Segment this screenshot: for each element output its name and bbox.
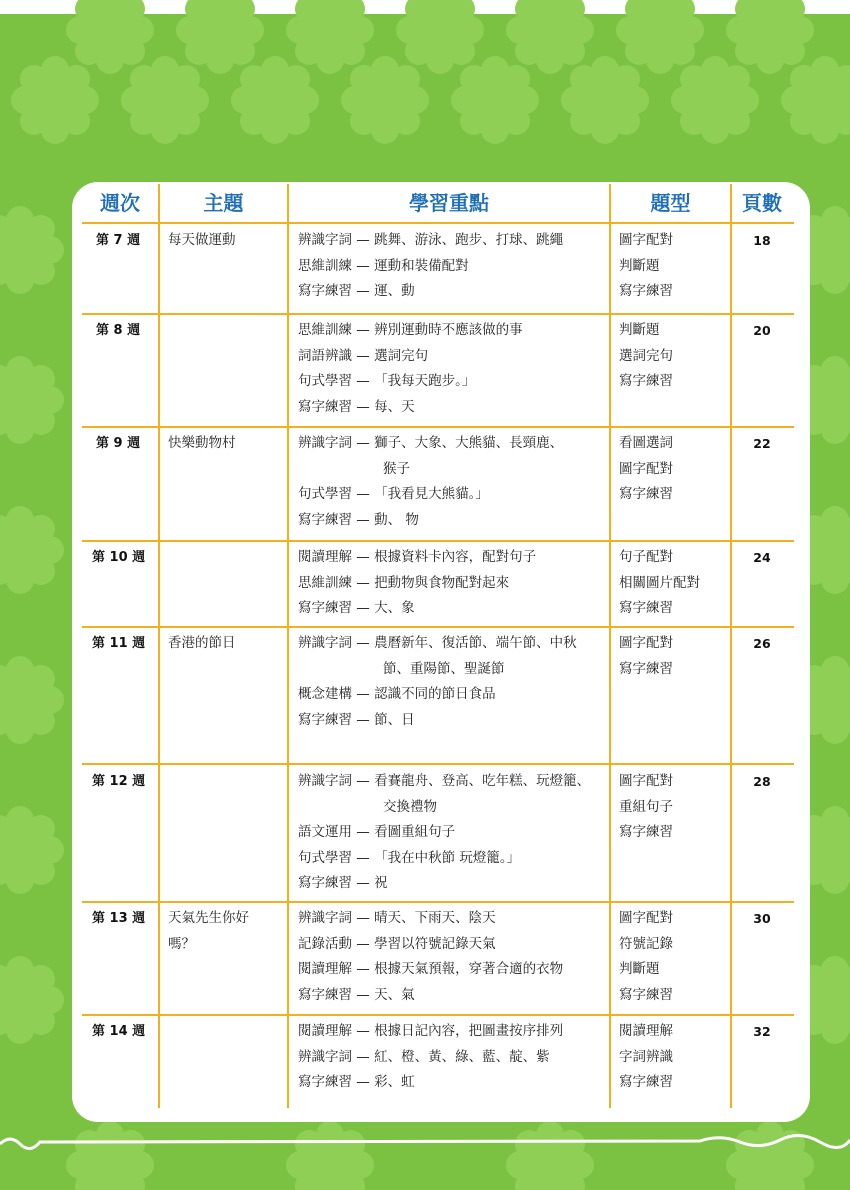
focus-item: 詞語辨識 — 選詞完句 (298, 347, 429, 364)
header-type: 題型 (650, 191, 691, 215)
focus-item: 句式學習 — 「我看見大熊貓。」 (298, 486, 489, 502)
focus-item: 交換禮物 (383, 798, 437, 815)
page-number: 26 (753, 636, 771, 651)
focus-item: 猴子 (383, 460, 410, 477)
week-label: 第 7 週 (96, 233, 141, 248)
focus-item: 寫字練習 — 彩、虹 (298, 1074, 415, 1090)
focus-item: 思維訓練 — 把動物與食物配對起來 (298, 574, 510, 591)
page-number: 24 (753, 550, 771, 565)
theme-label: 香港的節日 (168, 635, 236, 651)
theme-line: 嗎？ (168, 935, 195, 952)
focus-list (298, 318, 523, 420)
wavy-border-line (0, 1128, 850, 1158)
row-divider (82, 1014, 794, 1016)
focus-item: 句式學習 — 「我每天跑步。」 (298, 373, 476, 389)
type-item: 選詞完句 (619, 347, 673, 364)
focus-item: 辨識字詞 — 紅、橙、黃、綠、藍、靛、紫 (298, 1048, 550, 1065)
focus-item: 思維訓練 — 辨別運動時不應該做的事 (298, 322, 523, 338)
week-label: 第 12 週 (92, 774, 146, 789)
type-item: 句子配對 (619, 549, 673, 565)
header-page: 頁數 (742, 191, 782, 215)
row-divider (82, 763, 794, 765)
focus-item: 節、重陽節、聖誕節 (383, 660, 505, 677)
page-number: 28 (753, 774, 771, 789)
focus-list (298, 1019, 563, 1096)
focus-item: 閱讀理解 — 根據天氣預報，穿著合適的衣物 (298, 961, 564, 977)
focus-list (298, 228, 563, 305)
type-item: 圖字配對 (619, 910, 673, 926)
type-list (619, 1019, 673, 1096)
focus-item: 辨識字詞 — 看賽龍舟、登高、吃年糕、玩燈籠、 (298, 773, 591, 789)
grid-line (609, 184, 611, 1108)
focus-list (298, 906, 563, 1008)
row-divider (82, 426, 794, 428)
theme-label: 每天做運動 (168, 232, 236, 248)
row-divider (82, 626, 794, 628)
row-divider (82, 313, 794, 315)
focus-item: 寫字練習 — 大、象 (298, 600, 415, 616)
type-item: 寫字練習 (619, 660, 673, 677)
page-number: 20 (753, 323, 771, 338)
focus-list (298, 631, 577, 733)
type-item: 相關圖片配對 (619, 574, 700, 591)
focus-item: 閱讀理解 — 根據資料卡內容，配對句子 (298, 549, 537, 565)
row-divider (82, 901, 794, 903)
focus-item: 辨識字詞 — 農曆新年、復活節、端午節、中秋 (298, 635, 577, 651)
type-item: 閱讀理解 (619, 1023, 673, 1039)
type-item: 寫字練習 (619, 486, 673, 502)
type-list (619, 631, 673, 682)
week-label: 第 13 週 (92, 911, 146, 926)
focus-item: 閱讀理解 — 根據日記內容，把圖畫按序排列 (298, 1023, 564, 1039)
page-number: 32 (753, 1024, 771, 1039)
focus-list (298, 769, 590, 897)
type-item: 重組句子 (619, 798, 673, 815)
header-week: 週次 (100, 191, 140, 215)
focus-item: 寫字練習 — 祝 (298, 875, 388, 891)
focus-item: 記錄活動 — 學習以符號記錄天氣 (298, 935, 496, 952)
focus-item: 寫字練習 — 每、天 (298, 398, 415, 415)
header-rule (82, 222, 794, 224)
type-list (619, 545, 700, 622)
focus-list (298, 545, 536, 622)
type-item: 看圖選詞 (619, 435, 673, 451)
page-number: 18 (753, 233, 771, 248)
type-list (619, 318, 673, 395)
type-item: 判斷題 (619, 961, 660, 977)
header-focus: 學習重點 (409, 191, 489, 215)
focus-item: 寫字練習 — 動、 物 (298, 511, 419, 528)
type-item: 判斷題 (619, 322, 660, 338)
type-list (619, 769, 673, 846)
type-item: 判斷題 (619, 257, 660, 274)
focus-item: 寫字練習 — 節、日 (298, 711, 415, 728)
row-divider (82, 540, 794, 542)
week-label: 第 10 週 (92, 550, 146, 565)
type-item: 圖字配對 (619, 460, 673, 477)
type-list (619, 906, 673, 1008)
focus-item: 語文運用 — 看圖重組句子 (298, 824, 456, 840)
week-label: 第 9 週 (96, 436, 141, 451)
type-item: 寫字練習 (619, 986, 673, 1003)
week-label: 第 14 週 (92, 1024, 146, 1039)
focus-item: 思維訓練 — 運動和裝備配對 (298, 257, 469, 274)
type-item: 圖字配對 (619, 232, 673, 248)
focus-item: 寫字練習 — 運、動 (298, 283, 415, 299)
type-list (619, 228, 673, 305)
page-number: 22 (753, 436, 771, 451)
focus-item: 概念建構 — 認識不同的節日食品 (298, 686, 496, 702)
type-item: 寫字練習 (619, 824, 673, 840)
focus-item: 辨識字詞 — 獅子、大象、大熊貓、長頸鹿、 (298, 435, 564, 451)
focus-item: 辨識字詞 — 跳舞、游泳、跑步、打球、跳繩 (298, 232, 564, 248)
type-item: 字詞辨識 (619, 1048, 673, 1065)
table-card (72, 182, 810, 1122)
focus-list (298, 431, 563, 533)
type-list (619, 431, 673, 508)
grid-line (287, 184, 289, 1108)
grid-line (158, 184, 160, 1108)
type-item: 寫字練習 (619, 600, 673, 616)
type-item: 圖字配對 (619, 635, 673, 651)
week-label: 第 11 週 (92, 636, 146, 651)
focus-item: 句式學習 — 「我在中秋節 玩燈籠。」 (298, 849, 521, 866)
theme-line: 天氣先生你好 (168, 910, 249, 926)
header-theme: 主題 (203, 191, 244, 215)
type-item: 寫字練習 (619, 1074, 673, 1090)
type-item: 圖字配對 (619, 773, 673, 789)
page-number: 30 (753, 911, 771, 926)
week-label: 第 8 週 (96, 323, 141, 338)
type-item: 寫字練習 (619, 373, 673, 389)
focus-item: 寫字練習 — 天、氣 (298, 986, 415, 1003)
type-item: 寫字練習 (619, 283, 673, 299)
theme-label: 快樂動物村 (168, 435, 236, 451)
type-item: 符號記錄 (619, 935, 673, 952)
theme-label (168, 906, 249, 957)
focus-item: 辨識字詞 — 晴天、下雨天、陰天 (298, 910, 496, 926)
